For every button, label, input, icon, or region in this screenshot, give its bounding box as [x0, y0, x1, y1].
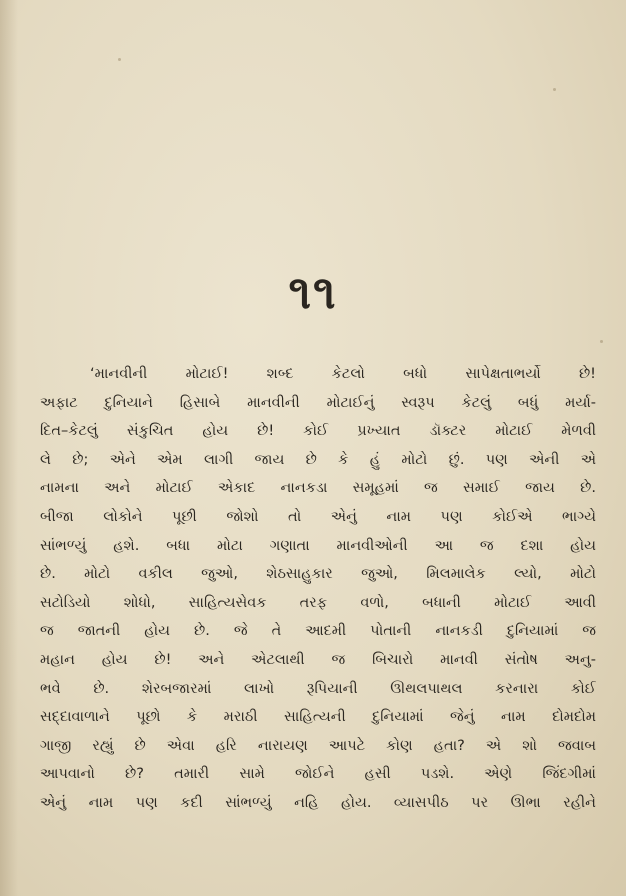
text-line: ‘માનવીની મોટાઈ! શબ્દ કેટલો બધો સાપેક્ષતાભર્યો છે! [90, 366, 596, 382]
chapter-body-text [40, 360, 596, 818]
text-line: લે છે; એને એમ લાગી જાય છે કે હું મોટો છું. પણ એની એ [40, 451, 596, 468]
text-line: મહાન હોય છે! અને એટલાથી જ બિચારો માનવી સંતોષ અનુ- [40, 651, 596, 668]
text-line: દિત–કેટલું સંકુચિત હોય છે! કોઈ પ્રખ્યાત ડૉક્ટર મોટાઈ મેળવી [40, 423, 596, 440]
paper-speck [553, 88, 556, 91]
text-line: જ જાતની હોય છે. જે તે આદમી પોતાની નાનકડી દુનિયામાં જ [40, 623, 596, 640]
text-line: સદ્દાવાળાને પૂછો કે મરાઠી સાહિત્યની દુનિયામાં જેનું નામ દોમદોમ [40, 709, 596, 726]
text-line: નામના અને મોટાઈ એકાદ નાનકડા સમૂહમાં જ સમાઈ જાય છે. [40, 480, 596, 497]
text-line: સટોડિયો શોધો, સાહિત્યસેવક તરફ વળો, બધાની મોટાઈ આવી [40, 594, 596, 611]
chapter-number: ૧૧ [288, 265, 338, 319]
text-line: છે. મોટો વકીલ જુઓ, શેઠસાહુકાર જુઓ, મિલમાલેક લ્યો, મોટો [40, 566, 596, 583]
text-line: અફાટ દુનિયાને હિસાબે માનવીની મોટાઈનું સ્વરૂપ કેટલું બધું મર્યા- [40, 394, 596, 411]
text-line: સાંભળ્યું હશે. બધા મોટા ગણાતા માનવીઓની આ જ દશા હોય [40, 537, 596, 554]
text-line: ગાજી રહ્યું છે એવા હરિ નારાયણ આપટે કોણ હતા? એ શો જવાબ [40, 737, 596, 754]
paper-speck [600, 340, 603, 343]
text-line: ભવે છે. શેરબજારમાં લાખો રૂપિયાની ઊથલપાથલ કરનારા કોઈ [40, 680, 596, 697]
text-line: આપવાનો છે? તમારી સામે જોઈને હસી પડશે. એણે જિંદગીમાં [40, 766, 596, 783]
text-line: એનું નામ પણ કદી સાંભળ્યું નહિ હોય. વ્યાસપીઠ પર ઊભા રહીને [40, 794, 596, 811]
paper-speck [118, 58, 121, 61]
text-line: બીજા લોકોને પૂછી જોશો તો એનું નામ પણ કોઈએ ભાગ્યે [40, 508, 596, 525]
